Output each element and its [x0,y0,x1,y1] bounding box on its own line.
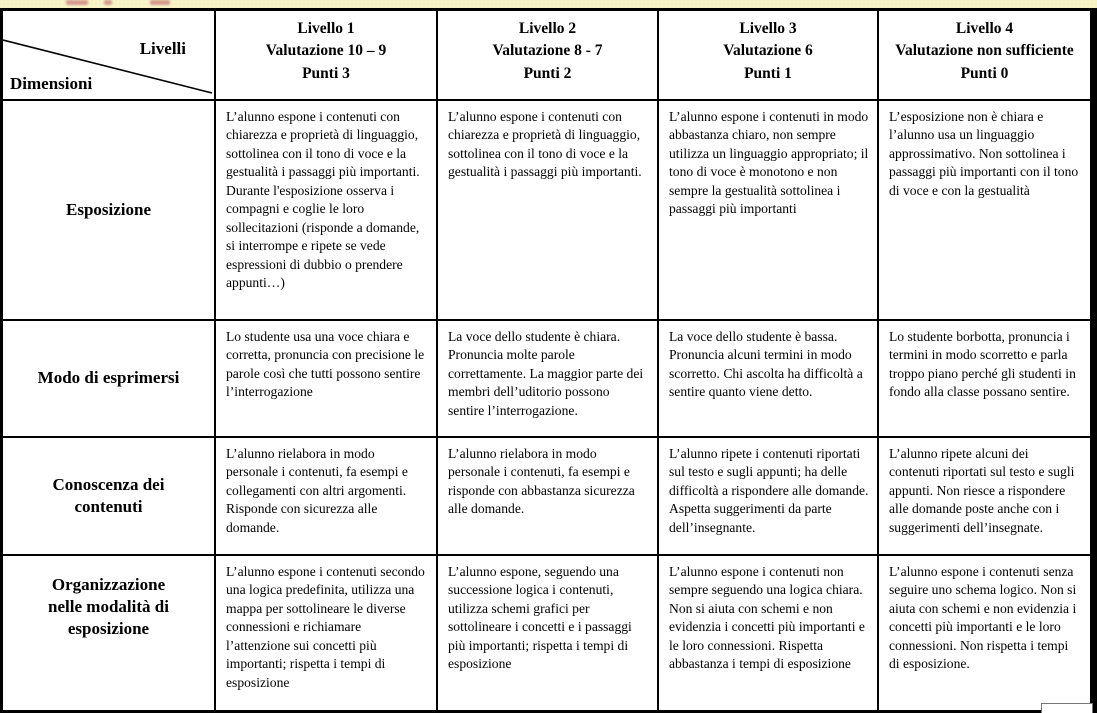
corner-header-cell [3,11,214,99]
row-header-esposizione: Esposizione [3,101,214,319]
rubric-cell-organizzazione-l1: L’alunno espone i contenuti secondo una logica predefinita, utilizza una mappa per sottolineare le diverse connessioni e richiamare l’attenzione sui concetti più importanti; rispetta i tempi di esposizione [216,556,436,713]
header-line: Valutazione 6 [723,42,813,60]
corner-label-livelli: Livelli [139,39,186,58]
header-line: Punti 2 [523,64,572,82]
rubric-cell-modo-l2: La voce dello studente è chiara. Pronuncia molte parole correttamente. La maggior parte dei membri dell’uditorio possono sentire l’interrogazione. [438,321,657,436]
corner-label-dimensioni: Dimensioni [10,74,93,93]
clipped-text-artifact [66,0,88,5]
rubric-cell-esposizione-l4: L’esposizione non è chiara e l’alunno usa un linguaggio approssimativo. Non sottolinea i passaggi più importanti con il tono di voce e con la gestualità [879,101,1090,319]
header-line: Punti 1 [744,64,792,82]
rubric-cell-conoscenza-l2: L’alunno rielabora in modo personale i contenuti, fa esempi e risponde con abbastanza sicurezza alle domande. [438,438,657,554]
clipped-bottom-right-box [1041,703,1093,713]
header-line: Valutazione 8 - 7 [492,42,603,60]
header-line: Livello 1 [297,20,355,37]
rubric-cell-conoscenza-l3: L’alunno ripete i contenuti riportati sul testo e sugli appunti; ha delle difficoltà a rispondere alle domande. Aspetta suggerimenti da parte dell’insegnante. [659,438,877,554]
column-header-livello-1 [216,11,436,99]
rubric-cell-organizzazione-l3: L’alunno espone i contenuti non sempre seguendo una logica chiara. Non si aiuta con schemi e non evidenzia i concetti più importanti e le loro connessioni. Rispetta abbastanza i tempi di esposizione [659,556,877,713]
page-top-strip [0,0,1097,8]
rubric-cell-organizzazione-l4: L’alunno espone i contenuti senza seguire uno schema logico. Non si aiuta con schemi e non evidenzia i concetti più importanti e le loro connessioni. Non rispetta i tempi di esposizione. [879,556,1090,713]
column-header-livello-2 [438,11,657,99]
header-line: Valutazione non sufficiente [895,42,1074,60]
row-header-modo-di-esprimersi: Modo di esprimersi [3,321,214,436]
rubric-cell-modo-l3: La voce dello studente è bassa. Pronuncia alcuni termini in modo scorretto. Chi ascolta ha difficoltà a sentire quanto viene detto. [659,321,877,436]
row-header-conoscenza: Conoscenza dei contenuti [3,438,214,554]
header-line: Livello 2 [518,20,577,37]
clipped-text-artifact [150,0,170,5]
rubric-cell-esposizione-l2: L’alunno espone i contenuti con chiarezza e proprietà di linguaggio, sottolinea con il tono di voce e la gestualità i passaggi più importanti. [438,101,657,319]
column-header-livello-4 [879,11,1090,99]
header-line: Punti 0 [960,64,1009,82]
rubric-cell-esposizione-l3: L’alunno espone i contenuti in modo abbastanza chiaro, non sempre utilizza un linguaggio appropriato; il tono di voce è monotono e non sempre la gestualità sottolinea i passaggi più importanti [659,101,877,319]
rubric-cell-esposizione-l1: L’alunno espone i contenuti con chiarezza e proprietà di linguaggio, sottolinea con il tono di voce e la gestualità i passaggi più importanti. Durante l'esposizione osserva i compagni e coglie le loro sollecitazioni (risponde a domande, si interrompe e ripete se vede espressioni di dubbio o prendere appunti…) [216,101,436,319]
evaluation-rubric-table [0,8,1093,713]
header-line: Livello 4 [955,20,1014,37]
row-header-organizzazione: Organizzazione nelle modalità di esposizione [3,556,214,713]
rubric-cell-modo-l4: Lo studente borbotta, pronuncia i termini in modo scorretto e parla troppo piano perché gli studenti in fondo alla classe possano sentire. [879,321,1090,436]
header-line: Valutazione 10 – 9 [265,42,387,60]
rubric-cell-modo-l1: Lo studente usa una voce chiara e corretta, pronuncia con precisione le parole così che tutti possono sentire l’interrogazione [216,321,436,436]
rubric-cell-organizzazione-l2: L’alunno espone, seguendo una successione logica i contenuti, utilizza schemi grafici per sottolineare i concetti e i passaggi più importanti; rispetta i tempi di esposizione [438,556,657,713]
rubric-cell-conoscenza-l4: L’alunno ripete alcuni dei contenuti riportati sul testo e sugli appunti. Non riesce a rispondere alle domande poste anche con i suggerimenti dell’insegnate. [879,438,1090,554]
clipped-text-artifact [104,0,112,5]
rubric-cell-conoscenza-l1: L’alunno rielabora in modo personale i contenuti, fa esempi e collegamenti con altri argomenti. Risponde con sicurezza alle domande. [216,438,436,554]
header-line: Punti 3 [302,64,350,82]
column-header-livello-3 [659,11,877,99]
header-line: Livello 3 [739,20,797,37]
